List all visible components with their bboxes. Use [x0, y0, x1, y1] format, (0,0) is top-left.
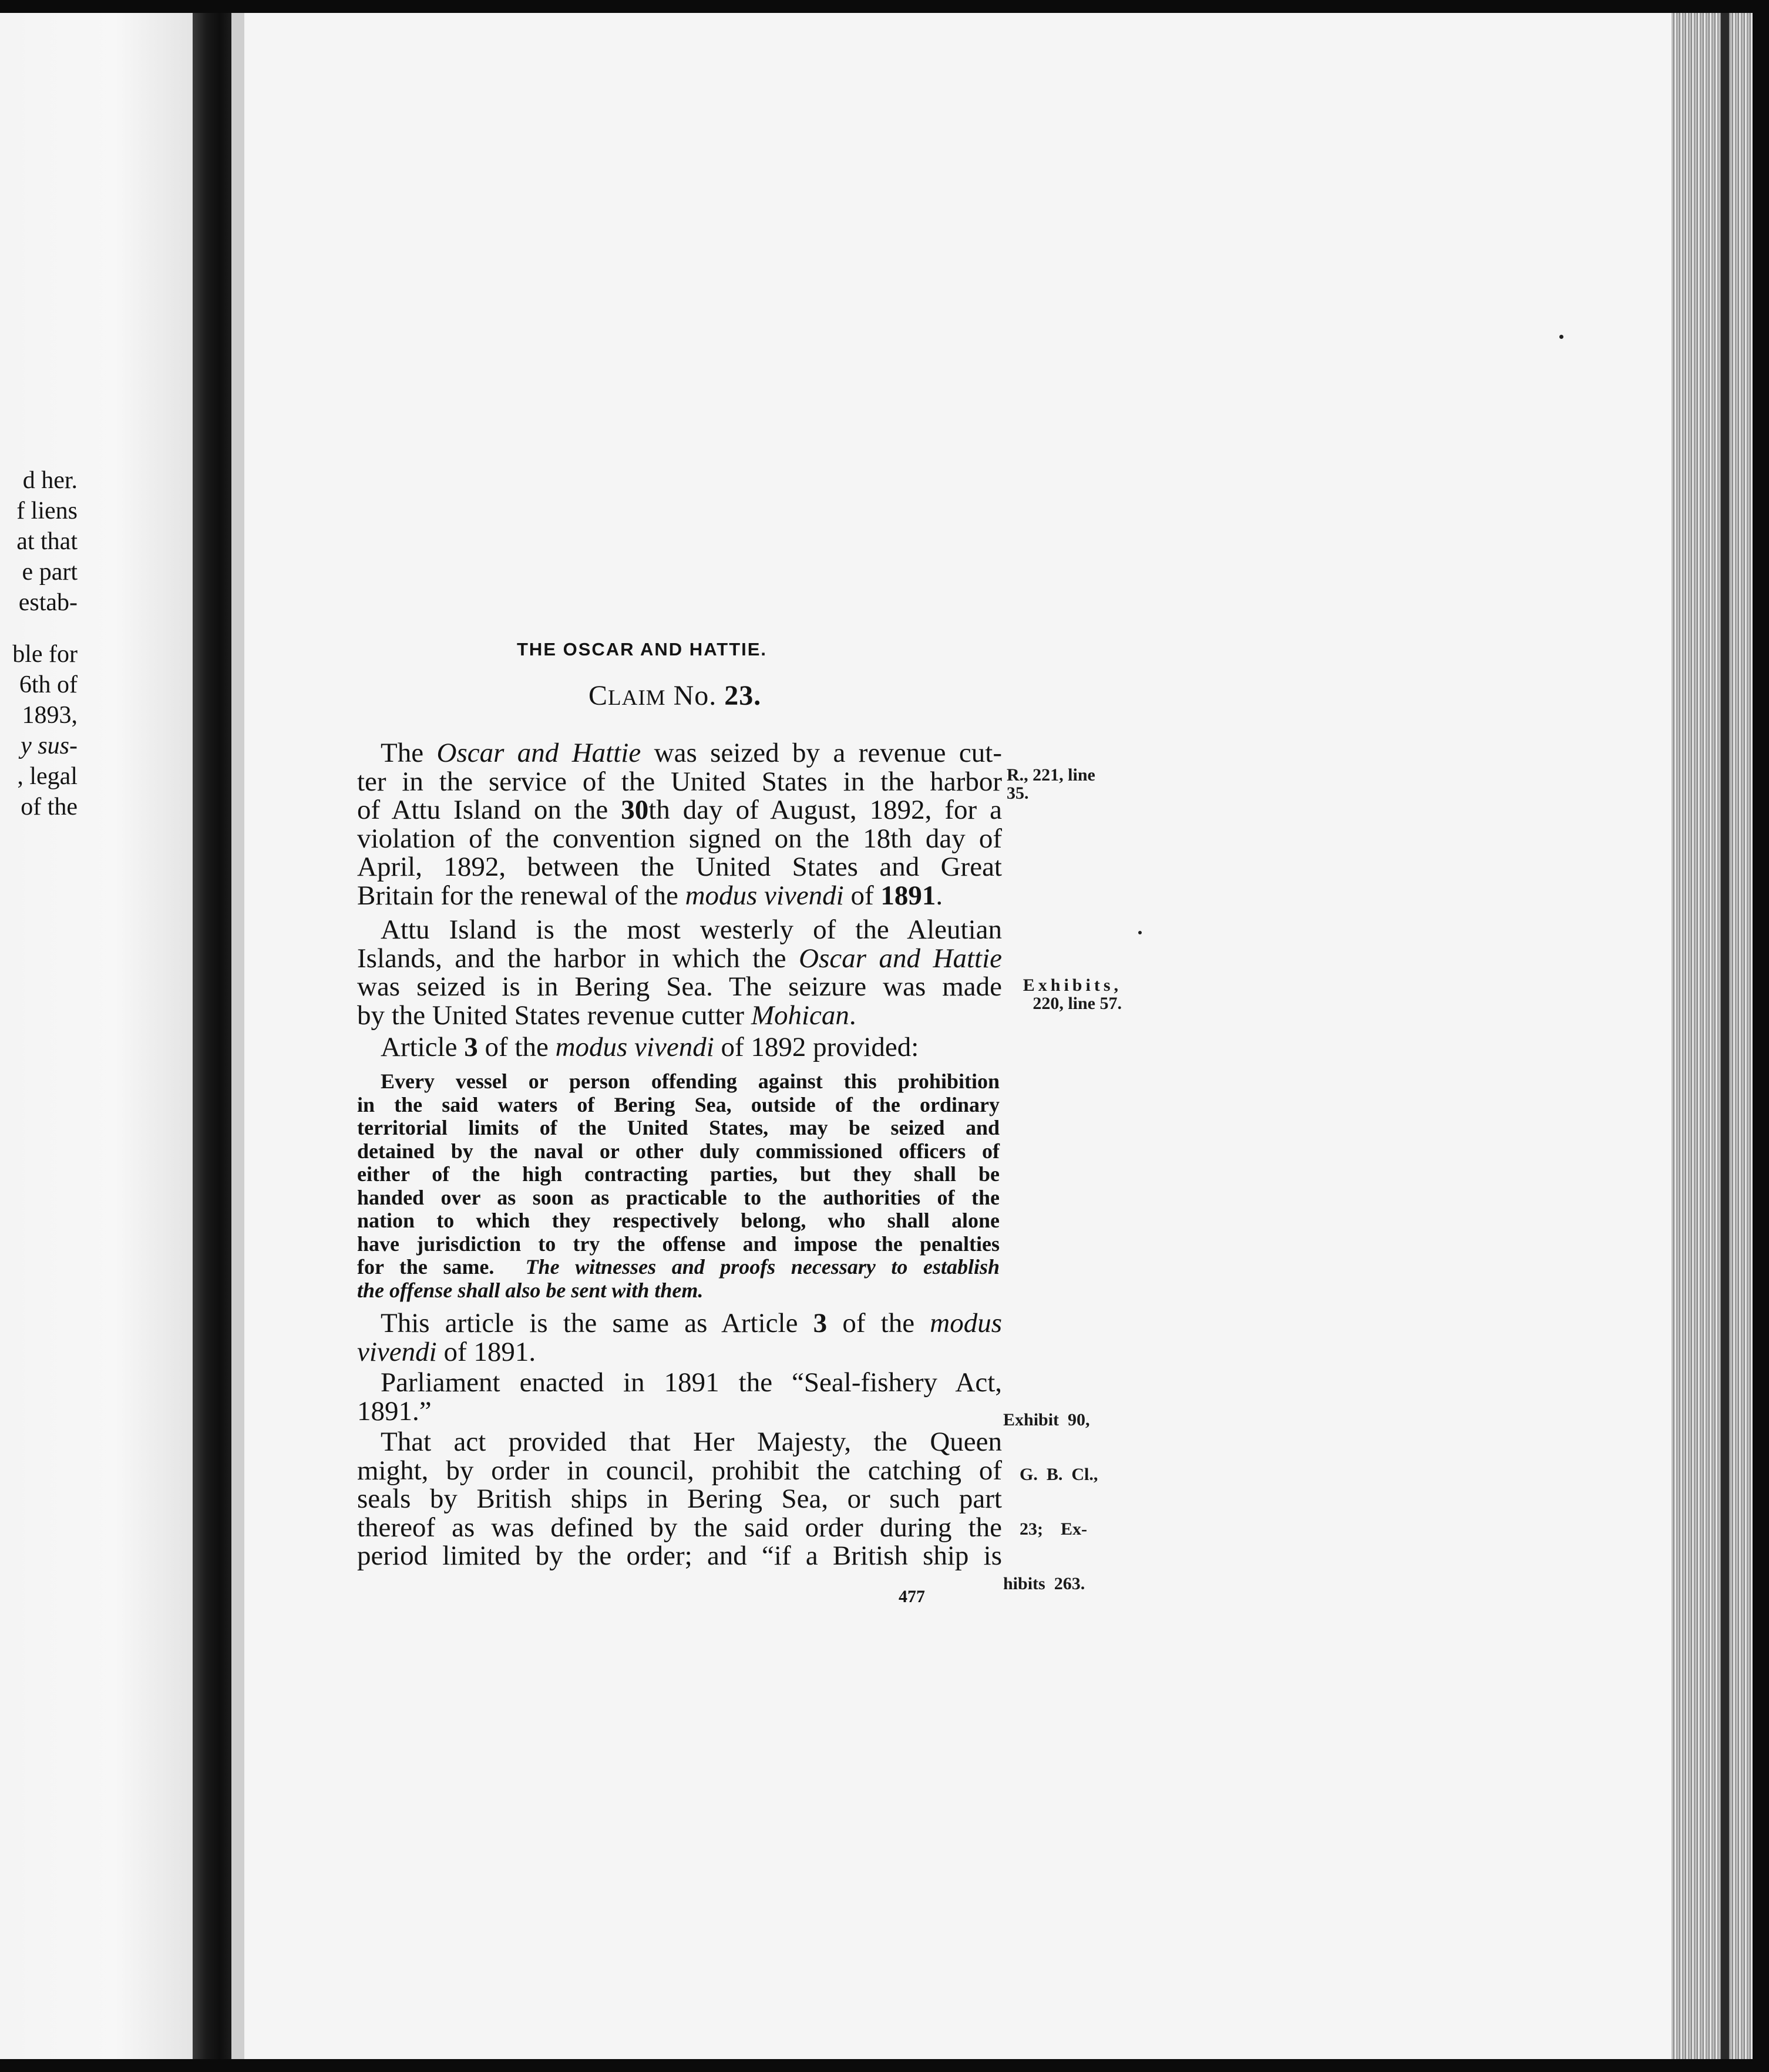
left-page-line: of the: [21, 793, 78, 820]
claim-number: 23.: [724, 680, 762, 711]
claim-word: LAIM: [608, 686, 666, 710]
margin-note-exhibit-90: [1003, 1374, 1098, 1611]
margin-note-line: R., 221, line: [1007, 765, 1095, 785]
page-number: 477: [899, 1587, 925, 1606]
page-edge: [231, 13, 244, 2059]
margin-note-record-reference: [1007, 766, 1095, 802]
text-line: ter in the service of the United States in the harbor: [357, 766, 1002, 797]
quote-line: nation to which they respectively belong, who shall alone: [357, 1209, 1000, 1232]
page-stack-shadow: [1721, 13, 1729, 2059]
paragraph-article-3: [357, 1033, 1002, 1062]
text-line: was seized is in Bering Sea. The seizure was made: [357, 971, 1002, 1002]
text-line: Britain for the renewal of the modus vivendi of 1891.: [357, 880, 943, 911]
text-line: 1891.”: [357, 1395, 432, 1427]
claim-no-label: No.: [673, 680, 717, 711]
paragraph-seizure: [357, 739, 1002, 910]
left-page-line: e part: [22, 559, 78, 586]
text-line: by the United States revenue cutter Mohican.: [357, 1000, 856, 1031]
margin-note-line: Exhibit 90,: [1003, 1410, 1090, 1429]
left-page-line: , legal: [17, 763, 78, 790]
left-page-line: ble for: [12, 641, 78, 668]
quote-line: for the same. The witnesses and proofs necessary to establish: [357, 1255, 1000, 1279]
text-line: Article 3 of the modus vivendi of 1892 provided:: [381, 1032, 919, 1062]
left-page-line: estab-: [18, 589, 78, 616]
quote-line: the offense shall also be sent with them.: [357, 1278, 704, 1302]
left-page-line: 1893,: [22, 702, 78, 729]
margin-note-line: Exhibits,: [1023, 976, 1122, 995]
left-page-line: at that: [16, 528, 78, 555]
paragraph-same-article: [357, 1309, 1002, 1366]
left-page-line: y sus-: [21, 732, 78, 759]
left-page-line: 6th of: [19, 671, 78, 698]
text-line: Islands, and the harbor in which the Oscar and Hattie: [357, 943, 1002, 974]
text-line: seals by British ships in Bering Sea, or such part: [357, 1484, 1002, 1514]
quote-line: in the said waters of Bering Sea, outside of the ordinary: [357, 1092, 1000, 1116]
left-page-line: f liens: [16, 497, 78, 524]
margin-note-line: 220, line 57.: [1033, 994, 1122, 1013]
left-page-line: d her.: [22, 467, 78, 494]
claim-title: CLAIM No. 23.: [588, 680, 762, 711]
paragraph-attu-island: [357, 916, 1002, 1030]
margin-note-line: 23; Ex-: [1020, 1519, 1087, 1539]
margin-note-line: 35.: [1007, 783, 1029, 803]
scan-speck: [1138, 931, 1142, 934]
margin-note-exhibits: [1007, 976, 1122, 1013]
text-line: Parliament enacted in 1891 the “Seal-fishery Act,: [381, 1367, 1002, 1398]
text-line: vivendi of 1891.: [357, 1336, 536, 1367]
quote-line: detained by the naval or other duly commissioned officers of: [357, 1139, 1000, 1163]
text-line: thereof as was defined by the said order during the: [357, 1512, 1002, 1543]
paragraph-act-provided: [357, 1428, 1002, 1570]
scan-border-right: [1753, 0, 1769, 2072]
left-facing-page: [0, 13, 193, 2059]
page-stack-edges: [1672, 13, 1753, 2059]
quote-line: territorial limits of the United States, may be seized and: [357, 1116, 1000, 1139]
scan-border-top: [0, 0, 1769, 13]
text-line: This article is the same as Article 3 of the modus: [381, 1308, 1002, 1338]
quote-line: handed over as soon as practicable to the authorities of the: [357, 1185, 1000, 1209]
quoted-article: [357, 1070, 1000, 1302]
text-line: period limited by the order; and “if a British ship is: [357, 1540, 1002, 1571]
text-line: April, 1892, between the United States and Great: [357, 852, 1002, 882]
paragraph-parliament: [357, 1368, 1002, 1425]
book-gutter: [193, 13, 231, 2059]
scan-speck: [1559, 335, 1563, 339]
quote-line: have jurisdiction to try the offense and impose the penalties: [357, 1232, 1000, 1256]
text-line: might, by order in council, prohibit the catching of: [357, 1455, 1002, 1486]
margin-note-line: G. B. Cl.,: [1020, 1465, 1098, 1484]
scan-border-bottom: [0, 2059, 1769, 2072]
section-heading: THE OSCAR AND HATTIE.: [517, 639, 768, 660]
text-line: Attu Island is the most westerly of the Aleutian: [381, 914, 1002, 945]
text-line: The Oscar and Hattie was seized by a revenue cut-: [381, 738, 1002, 768]
text-line: That act provided that Her Majesty, the Queen: [381, 1427, 1002, 1457]
text-line: of Attu Island on the 30th day of August, 1892, for a: [357, 795, 1002, 825]
quote-line: either of the high contracting parties, but they shall be: [357, 1162, 1000, 1186]
margin-note-line: hibits 263.: [1003, 1574, 1085, 1593]
quote-line: Every vessel or person offending against this prohibition: [381, 1069, 1000, 1093]
text-line: violation of the convention signed on the 18th day of: [357, 823, 1002, 854]
